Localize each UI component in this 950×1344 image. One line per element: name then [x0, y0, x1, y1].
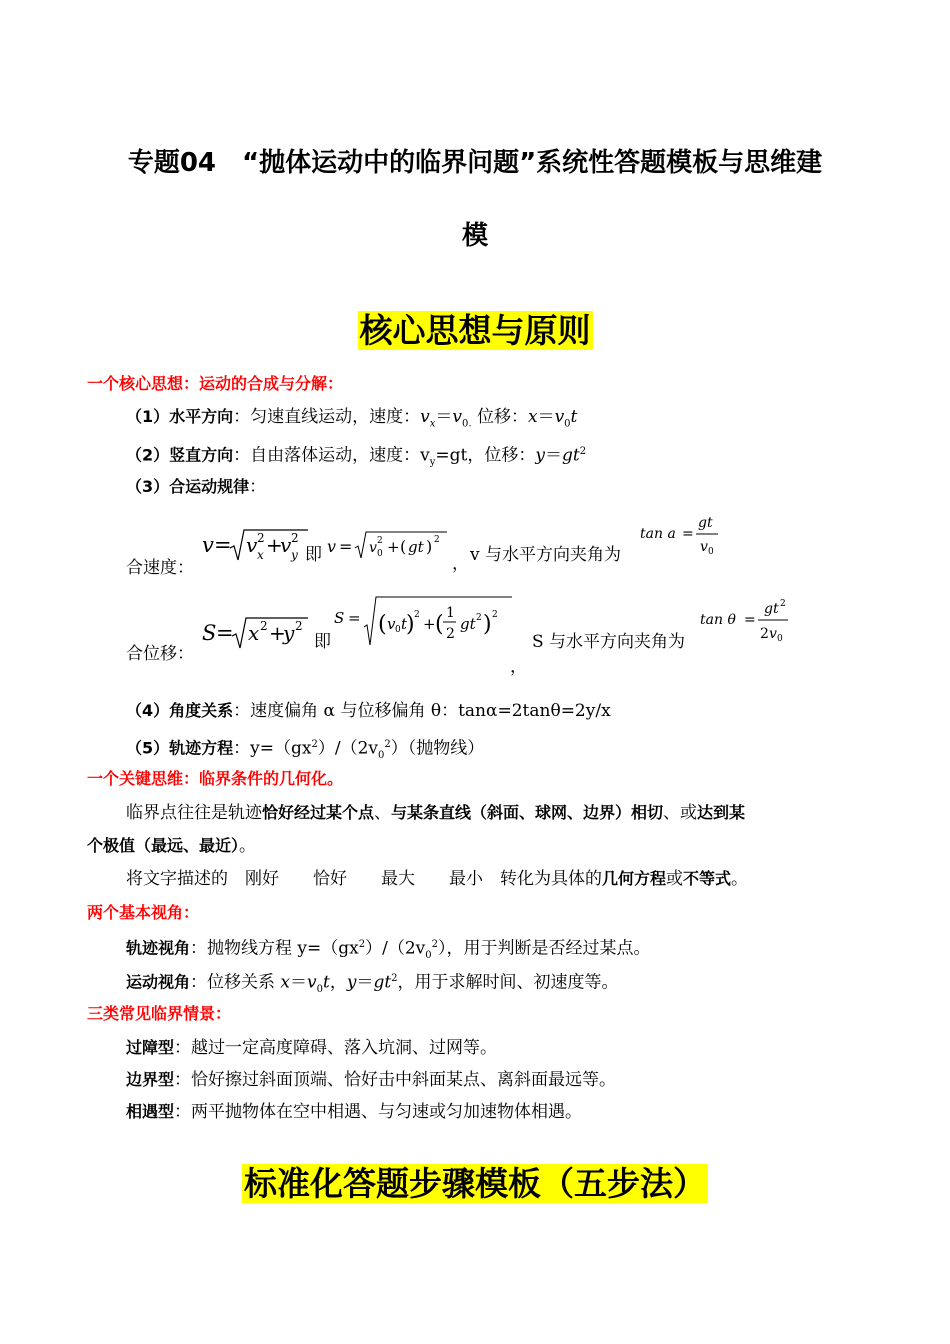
svg-text:v: v: [280, 533, 292, 557]
svg-text:v: v: [202, 533, 214, 557]
svg-text:): ): [426, 537, 433, 556]
scenarios-label: 三类常见临界情景：: [87, 1004, 232, 1023]
scenario-item: 过障型：越过一定高度障碍、落入坑洞、过网等。: [126, 1038, 498, 1058]
svg-text:S: S: [202, 621, 217, 645]
section-heading-core: 核心思想与原则: [359, 311, 591, 350]
svg-text:tan θ: tan θ: [700, 612, 736, 628]
displacement-angle-text: S 与水平方向夹角为: [532, 632, 686, 652]
svg-text:2: 2: [414, 610, 420, 620]
svg-text:0: 0: [708, 547, 714, 557]
svg-text:0: 0: [777, 634, 783, 644]
svg-text:2: 2: [295, 619, 303, 633]
displacement-formula-1: [198, 608, 313, 653]
svg-text:y: y: [291, 548, 298, 562]
svg-text:y: y: [283, 621, 295, 645]
svg-text:2: 2: [377, 536, 383, 546]
svg-text:2: 2: [780, 599, 786, 609]
svg-text:2: 2: [492, 610, 498, 620]
key-thinking-label: 一个关键思维：临界条件的几何化。: [87, 769, 344, 788]
svg-text:v: v: [369, 540, 377, 556]
svg-text:v: v: [246, 533, 258, 557]
svg-text:+: +: [269, 621, 286, 645]
item-vertical: （2）竖直方向：自由落体运动，速度：$v_y=gt$，位移：$y=gt^2$: [126, 445, 587, 469]
svg-text:2: 2: [434, 535, 440, 545]
svg-text:): ): [406, 612, 415, 637]
svg-text:2: 2: [260, 619, 268, 633]
section-heading-steps: 标准化答题步骤模板（五步法）: [244, 1164, 706, 1203]
svg-text:=: =: [744, 612, 756, 628]
page-title-line1: 专题04 “抛体运动中的临界问题”系统性答题模板与思维建: [127, 148, 823, 178]
svg-text:2: 2: [760, 626, 769, 642]
displacement-label: 合位移：: [126, 644, 194, 664]
key-paragraph-line1: 临界点往往是轨迹恰好经过某个点、与某条直线（斜面、球网、边界）相切、或达到某: [126, 803, 746, 823]
svg-text:v: v: [769, 626, 777, 642]
svg-text:x: x: [257, 548, 264, 562]
views-label: 两个基本视角：: [87, 903, 200, 922]
svg-text:+: +: [387, 538, 400, 556]
svg-text:2: 2: [257, 531, 265, 545]
velocity-angle-text: v 与水平方向夹角为: [470, 545, 622, 565]
svg-text:(: (: [400, 537, 407, 556]
svg-text:(: (: [378, 612, 387, 637]
displacement-angle-formula: [698, 594, 798, 650]
item-horizontal: （1）水平方向：匀速直线运动，速度：$v_x=v_{0.}$ 位移：$x=v_0t$: [126, 407, 578, 430]
item-combined: （3）合运动规律：: [126, 477, 267, 497]
svg-text:x: x: [248, 621, 260, 645]
svg-text:v: v: [700, 539, 708, 555]
svg-text:2: 2: [291, 531, 299, 545]
svg-text:2: 2: [446, 626, 455, 642]
svg-text:(: (: [435, 612, 444, 637]
svg-text:gt: gt: [460, 615, 476, 633]
svg-text:gt: gt: [698, 515, 713, 531]
svg-text:v: v: [327, 537, 337, 556]
svg-text:=: =: [339, 537, 353, 556]
svg-text:S: S: [334, 609, 345, 627]
displacement-comma: ，: [510, 657, 527, 677]
svg-text:=: =: [216, 621, 234, 645]
velocity-angle-formula: [638, 508, 723, 560]
velocity-formula-1: [198, 522, 313, 567]
key-paragraph-2: 将文字描述的 刚好 恰好 最大 最小 转化为具体的几何方程或不等式。: [126, 869, 749, 889]
displacement-join: 即: [314, 632, 331, 652]
item-trajectory-equation: （5）轨迹方程：$y=(gx^2)/(2v_0^2)$（抛物线）: [126, 738, 485, 762]
svg-text:1: 1: [446, 605, 455, 621]
svg-text:=: =: [214, 533, 232, 557]
svg-text:+: +: [266, 533, 283, 557]
svg-text:): ): [483, 612, 492, 637]
scenario-item: 相遇型：两平抛物体在空中相遇、与匀速或匀加速物体相遇。: [126, 1102, 583, 1122]
svg-text:=: =: [348, 609, 361, 627]
svg-text:=: =: [682, 526, 694, 542]
svg-text:t: t: [401, 615, 408, 633]
svg-text:+: +: [423, 615, 436, 633]
view-motion: 运动视角：位移关系 $x=v_0t$，$y=gt^2$，用于求解时间、初速度等。: [126, 972, 619, 996]
svg-text:tan a: tan a: [640, 526, 676, 542]
velocity-label: 合速度：: [126, 558, 194, 578]
item-angle-relation: （4）角度关系：速度偏角 α 与位移偏角 θ：tanα=2tanθ=2y/x: [126, 701, 611, 721]
svg-text:2: 2: [476, 613, 482, 623]
view-trajectory: 轨迹视角：抛物线方程 $y=(gx^2)/(2v_0^2)$，用于判断是否经过某点。: [126, 938, 651, 962]
displacement-formula-2: [332, 593, 517, 649]
svg-text:gt: gt: [764, 601, 779, 617]
svg-text:0: 0: [377, 549, 383, 559]
svg-text:0: 0: [395, 625, 401, 635]
core-idea-label: 一个核心思想：运动的合成与分解：: [87, 374, 344, 393]
velocity-join: 即: [305, 545, 322, 565]
velocity-comma: ，: [452, 554, 469, 574]
key-paragraph-line2: 个极值（最远、最近）。: [87, 836, 257, 856]
svg-text:gt: gt: [408, 538, 424, 556]
scenario-item: 边界型：恰好擦过斜面顶端、恰好击中斜面某点、离斜面最远等。: [126, 1070, 617, 1090]
velocity-formula-2: [325, 528, 450, 562]
svg-text:v: v: [387, 615, 396, 633]
page-title-line2: 模: [461, 221, 488, 251]
